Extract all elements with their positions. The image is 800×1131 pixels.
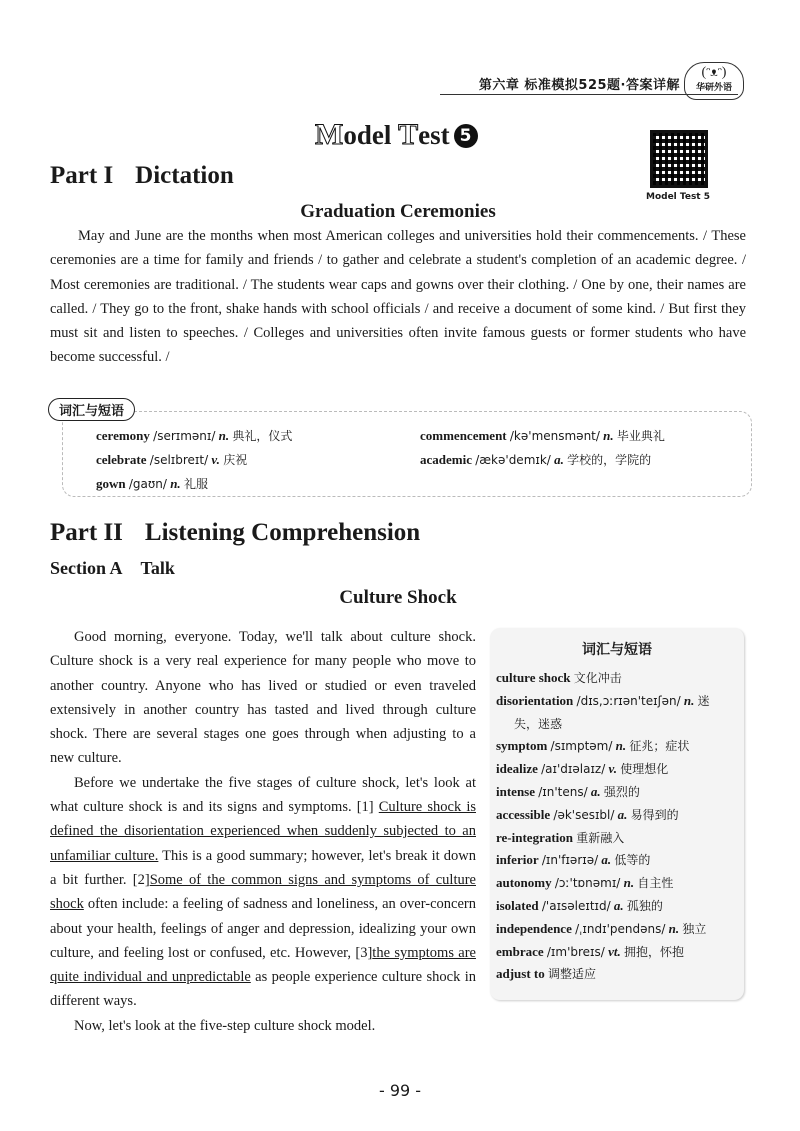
part2-heading: Part II Listening Comprehension bbox=[50, 519, 421, 546]
vocab-entry: ceremony /serɪmənɪ/ n. 典礼，仪式 bbox=[96, 428, 293, 443]
vocab-entry: academic /ækə'demɪk/ a. 学校的，学院的 bbox=[420, 452, 652, 467]
publisher-logo bbox=[684, 62, 744, 100]
model-test-title: Model Test 5 bbox=[315, 118, 478, 152]
talk-title: Culture Shock bbox=[339, 587, 457, 608]
vocab-entry: celebrate /selɪbreɪt/ v. 庆祝 bbox=[96, 452, 248, 467]
vocab-entry: commencement /kə'mensmənt/ n. 毕业典礼 bbox=[420, 428, 665, 443]
vocab-tag-1: 词汇与短语 bbox=[48, 398, 135, 421]
vocab-entry-continued: 失，迷惑 bbox=[514, 716, 563, 731]
vocab-entry: idealize /aɪ'dɪəlaɪz/ v. 使理想化 bbox=[496, 761, 669, 777]
vocab-entry: symptom /sɪmptəm/ n. 征兆；症状 bbox=[496, 738, 690, 754]
vocab-entry: adjust to 调整适应 bbox=[496, 966, 597, 982]
vocab-entry: gown /gaʊn/ n. 礼服 bbox=[96, 476, 208, 491]
vocab-entry: accessible /ək'sesɪbl/ a. 易得到的 bbox=[496, 806, 679, 822]
part1-heading: Part I Dictation bbox=[50, 162, 234, 189]
talk-text bbox=[50, 625, 476, 1038]
vocab-entry: disorientation /dɪs,ɔːrɪən'teɪʃən/ n. 迷 bbox=[496, 692, 710, 708]
frog-icon: (ᵔᴥᵔ) bbox=[701, 65, 727, 80]
logo-text: 华研外语 bbox=[695, 83, 732, 93]
page-number: - 99 - bbox=[378, 1081, 422, 1100]
vocab-entry: independence /ˌɪndɪ'pendəns/ n. 独立 bbox=[496, 920, 707, 936]
section-a-heading: Section A Talk bbox=[50, 558, 175, 578]
vocab-entry: embrace /ɪm'breɪs/ vt. 拥抱，怀抱 bbox=[496, 943, 684, 959]
running-header: 第六章 标准模拟525题·答案详解 bbox=[478, 78, 680, 93]
test-number-badge: 5 bbox=[454, 124, 478, 148]
dictation-title: Graduation Ceremonies bbox=[300, 201, 496, 222]
talk-paragraph-1: Good morning, everyone. Today, we'll talk about culture shock. Culture shock is a very real experience for many people who move to another country. Anyone who has lived or studied or even traveled extensively in another country has tasted and lived through culture shock. There are several stages one goes through when adjusting to a new culture. bbox=[50, 629, 476, 767]
answer-underline-1: Culture shock is defined the disorientation experienced when suddenly subjected to an unfamiliar culture. bbox=[50, 799, 476, 864]
vocab-entry: culture shock 文化冲击 bbox=[496, 670, 622, 685]
talk-paragraph-2: Before we undertake the five stages of culture shock, let's look at what culture shock is and its signs and symptoms. [1] Culture shock is defined the disorientation experienced when suddenly subjected to an unfamiliar culture. This is a good summary; however, let's break it down a bit further. [2]Some of the common signs and symptoms of culture shock often include: a feeling of sadness and loneliness, an over-concern about your health, feelings of anger and depression, idealizing your own culture, and feeling lost or confused, etc. However, [3]the symptoms are quite individual and unpredictable as people experience culture shock in different ways. bbox=[50, 774, 476, 1010]
qr-code[interactable] bbox=[650, 130, 708, 188]
vocab-box-2-title: 词汇与短语 bbox=[582, 642, 652, 658]
answer-underline-3: the symptoms are quite individual and unpredictable bbox=[50, 944, 476, 986]
answer-underline-2: Some of the common signs and symptoms of culture shock bbox=[50, 871, 476, 913]
dictation-passage: May and June are the months when most American colleges and universities hold their commencements. / These ceremonies are a time for family and friends / to gather and celebrate a student's completion of an academic degree. / Most ceremonies are traditional. / The students wear caps and gowns over their clothing. / One by one, their names are called. / They go to the front, shake hands with school officials / and receive a document of some kind. / But first they must sit and listen to speeches. / Colleges and universities often invite famous guests or former students who have become successful. / bbox=[50, 228, 746, 366]
talk-paragraph-3: Now, let's look at the five-step culture shock model. bbox=[74, 1017, 376, 1034]
vocab-entry: re-integration 重新融入 bbox=[496, 829, 625, 845]
vocab-entry: inferior /ɪn'fɪərɪə/ a. 低等的 bbox=[496, 852, 651, 868]
vocab-list-2 bbox=[496, 667, 740, 986]
vocab-entry: autonomy /ɔː'tɒnəmɪ/ n. 自主性 bbox=[496, 875, 674, 891]
vocab-entry: intense /ɪn'tens/ a. 强烈的 bbox=[496, 783, 640, 799]
vocab-entry: isolated /'aɪsəleɪtɪd/ a. 孤独的 bbox=[496, 897, 663, 913]
qr-caption: Model Test 5 bbox=[646, 192, 711, 202]
